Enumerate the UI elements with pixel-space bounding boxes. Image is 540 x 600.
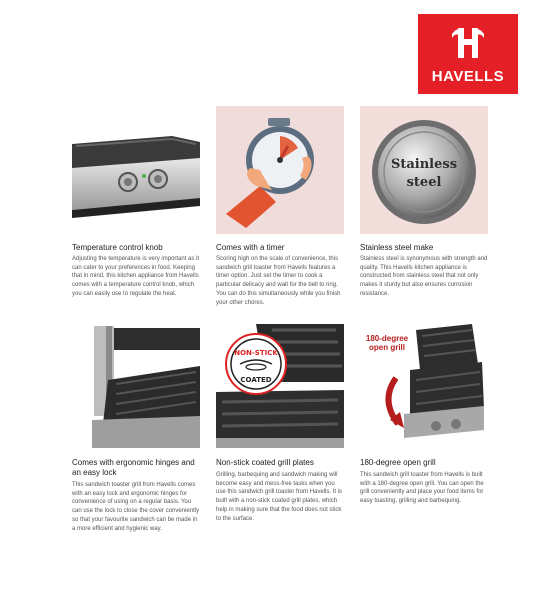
- nonstick-badge-line1: NON-STICK: [234, 349, 278, 357]
- grill-hinge-image: [72, 320, 200, 448]
- feature-description: Adjusting the temperature is very important as it can cater to your preferences in food. Keeping that in mind, this kitchen appliance from Havells comes with a temperature control knob, which you can easily use to regulate the heat.: [72, 256, 200, 297]
- badge-text-line1: Stainless: [390, 157, 458, 172]
- non-stick-plates-image: [216, 320, 344, 448]
- havells-logo: [418, 14, 518, 94]
- nonstick-badge-line2: COATED: [240, 376, 272, 384]
- feature-description: This sandwich toaster grill from Havells comes with an easy lock and ergonomic hinges for convenience of using on a regular basis. You can use the lock to close the cover conveniently so that your favourite sandwich can be made in a more efficient and hygienic way.: [72, 482, 200, 532]
- feature-title: Comes with ergonomic hinges and an easy lock: [72, 458, 195, 477]
- feature-description: This sandwich grill toaster from Havells is built with a 180-degree open grill. You can open the grill conveniently and place your food items for easy toasting, grilling and barbequing.: [360, 472, 484, 505]
- stopwatch-image: [216, 106, 344, 234]
- grill-knob-image: [72, 106, 200, 234]
- brand-name: HAVELLS: [431, 68, 505, 85]
- feature-description: Grilling, barbequing and sandwich making will become easy and mess-free tasks when you use this sandwich grill toaster from Havells. It is built with a non-stick coated grill plates, which help in making sure that the food does not stick to the surface.: [216, 472, 343, 522]
- feature-title: Non-stick coated grill plates: [216, 458, 314, 467]
- feature-title: Comes with a timer: [216, 243, 285, 252]
- havells-emblem-icon: [450, 24, 486, 62]
- feature-title: Stainless steel make: [360, 243, 434, 252]
- feature-title: Temperature control knob: [72, 243, 163, 252]
- badge-text-line2: steel: [406, 175, 442, 190]
- feature-description: Stainless steel is synonymous with strength and quality. This Havells kitchen appliance is constructed from stainless steel that not only makes it sturdy but also ensures corrosion resistance.: [360, 256, 488, 297]
- open-grill-label: 180-degree open grill: [365, 334, 409, 352]
- feature-title: 180-degree open grill: [360, 458, 436, 467]
- feature-description: Scoring high on the scale of convenience, this sandwich grill toaster from Havells features a timer option. Just set the timer to cook a particular delicacy and wait for the bell to ring. You can do this simultaneously while you finish your other chores.: [216, 256, 341, 306]
- stainless-steel-image: [360, 106, 488, 234]
